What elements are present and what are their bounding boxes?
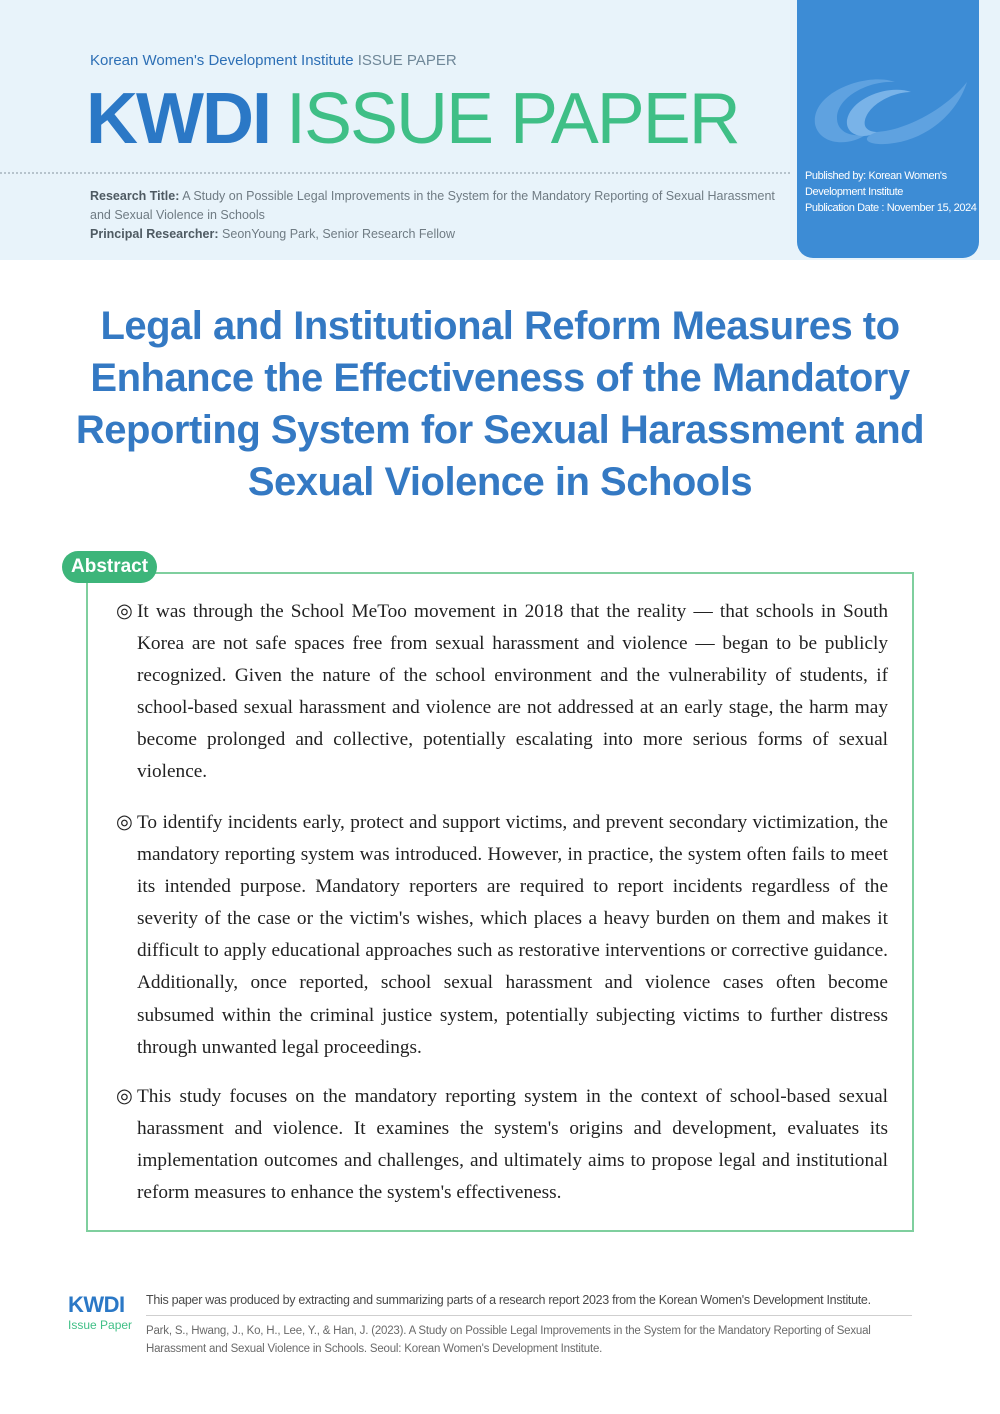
footer-note: This paper was produced by extracting and summarizing parts of a research report 2023 from the Korean Women's Development Institute. bbox=[146, 1293, 871, 1307]
double-circle-bullet-icon: ◎ bbox=[116, 812, 133, 833]
brand-kwdi: KWDI bbox=[86, 79, 270, 159]
principal-researcher: Principal Researcher: SeonYoung Park, Senior Research Fellow bbox=[90, 227, 456, 241]
abstract-label: Abstract bbox=[62, 551, 157, 583]
footer-citation: Park, S., Hwang, J., Ko, H., Lee, Y., & Han, J. (2023). A Study on Possible Legal Improvements in the System for the Mandatory Reporting of Sexual Harassment and Sexual Violence in Schools. Seoul: Korean Women's Development Institute. bbox=[146, 1325, 871, 1355]
brand-issue-paper: ISSUE PAPER bbox=[285, 79, 739, 159]
kwdi-emblem-icon bbox=[807, 62, 972, 152]
dotted-divider bbox=[0, 172, 790, 174]
footer-divider bbox=[146, 1315, 912, 1316]
abstract-paragraph: ◎ This study focuses on the mandatory reporting system in the context of school-based sexual harassment and violence. It examines the system's origins and development, evaluates its implementation outcomes and challenges, and ultimately aims to propose legal and institutional reform measures to enhance the system's effectiveness. bbox=[116, 1081, 888, 1209]
paper-title: Legal and Institutional Reform Measures to Enhance the Effectiveness of the Mandatory Reporting System for Sexual Harassment and Sexual Violence in Schools bbox=[75, 304, 925, 504]
research-title: Research Title: A Study on Possible Legal Improvements in the System for the Mandatory Reporting of Sexual Harassment and Sexual Violence in Schools bbox=[90, 189, 775, 222]
publication-info bbox=[805, 168, 977, 216]
abstract-paragraph: ◎ To identify incidents early, protect and support victims, and prevent secondary victimization, the mandatory reporting system was introduced. However, in practice, the system often fails to meet its intended purpose. Mandatory reporters are required to report incidents regardless of the severity of the case or the victim's wishes, which places a heavy burden on them and makes it difficult to apply educational approaches such as restorative interventions or corrective guidance. Additionally, once reported, school sexual harassment and violence cases often become subsumed within the criminal justice system, potentially subjecting victims to further distress through unwanted legal proceedings. bbox=[116, 807, 888, 1064]
publication-box bbox=[797, 0, 979, 258]
published-by: Published by: Korean Women's Development Institute bbox=[805, 170, 947, 198]
research-meta bbox=[90, 187, 780, 244]
double-circle-bullet-icon: ◎ bbox=[116, 1086, 133, 1107]
double-circle-bullet-icon: ◎ bbox=[116, 601, 133, 622]
series-name: Korean Women's Development Institute ISSUE PAPER bbox=[90, 52, 457, 69]
brand-logo-text bbox=[86, 74, 739, 164]
abstract-paragraph: ◎ It was through the School MeToo movement in 2018 that the reality — that schools in South Korea are not safe spaces free from sexual harassment and violence — began to be publicly recognized. Given the nature of the school environment and the vulnerability of students, if school-based sexual harassment and violence are not addressed at an early stage, the harm may become prolonged and collective, potentially escalating into more serious forms of sexual violence. bbox=[116, 596, 888, 789]
publication-date: Publication Date : November 15, 2024 bbox=[805, 202, 977, 214]
footer-logo: KWDI Issue Paper bbox=[68, 1292, 133, 1332]
